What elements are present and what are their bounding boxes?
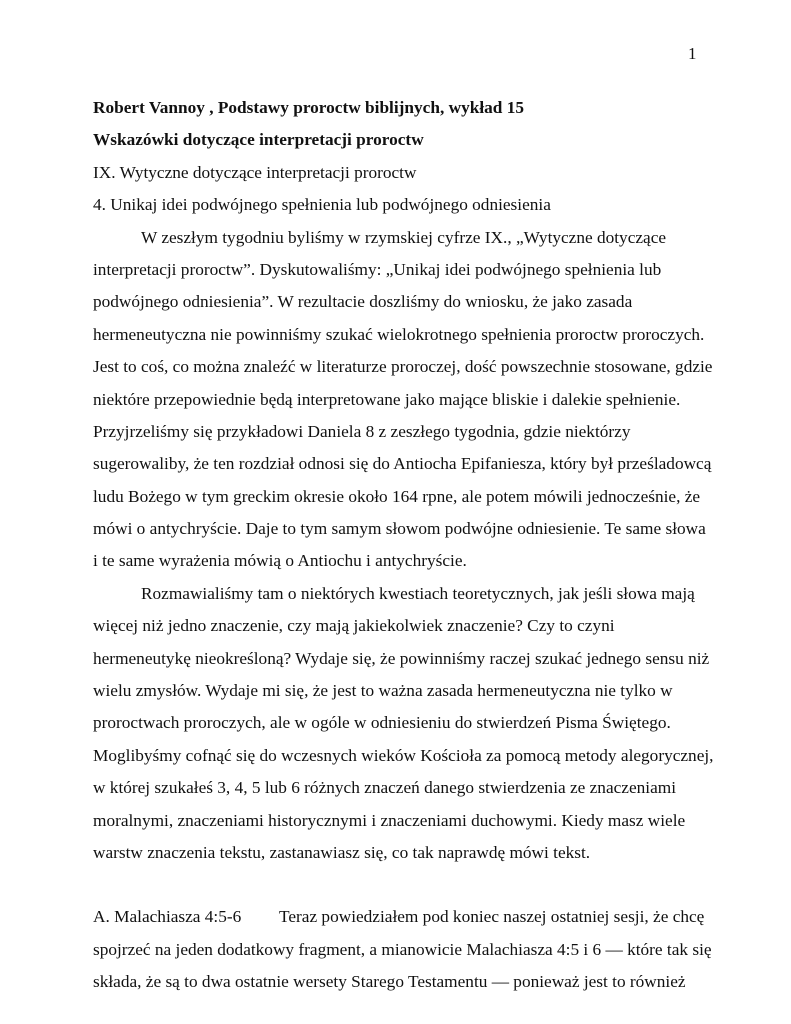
- paragraph-2: [93, 578, 714, 870]
- paragraph-line: więcej niż jedno znaczenie, czy mają jakiekolwiek znaczenie? Czy to czyni: [93, 616, 615, 636]
- paragraph-line: i te same wyrażenia mówią o Antiochu i antychryście.: [93, 551, 467, 571]
- paragraph-line: W zeszłym tygodniu byliśmy w rzymskiej cyfrze IX., „Wytyczne dotyczące: [141, 227, 667, 247]
- paragraph-line: Teraz powiedziałem pod koniec naszej ostatniej sesji, że chcę: [279, 907, 705, 927]
- paragraph-line: hermeneutyczna nie powinniśmy szukać wielokrotnego spełnienia proroctw proroczych.: [93, 324, 705, 344]
- paragraph-line: hermeneutykę nieokreśloną? Wydaje się, że powinniśmy raczej szukać jednego sensu niż: [93, 648, 710, 668]
- paragraph-line: ludu Bożego w tym greckim okresie około 164 rpne, ale potem mówili jednocześnie, że: [93, 486, 701, 506]
- paragraph-line: interpretacji proroctw”. Dyskutowaliśmy: „Unikaj idei podwójnego spełnienia lub: [93, 259, 662, 279]
- paragraph-line: proroctwach proroczych, ale w ogóle w odniesieniu do stwierdzeń Pisma Świętego.: [93, 713, 671, 733]
- paragraph-line: moralnymi, znaczeniami historycznymi i znaczeniami duchowymi. Kiedy masz wiele: [93, 810, 686, 830]
- paragraph-line: niektóre przepowiednie będą interpretowane jako mające bliskie i dalekie spełnienie.: [93, 389, 681, 409]
- section-a-label: A. Malachiasza 4:5-6: [93, 907, 242, 927]
- paragraph-line: spojrzeć na jeden dodatkowy fragment, a mianowicie Malachiasza 4:5 i 6 — które tak się: [93, 939, 712, 959]
- paragraph-1: [93, 222, 713, 578]
- subsection-heading: 4. Unikaj idei podwójnego spełnienia lub podwójnego odniesienia: [93, 195, 551, 215]
- section-heading: IX. Wytyczne dotyczące interpretacji proroctw: [93, 162, 417, 182]
- document-title: Robert Vannoy , Podstawy proroctw biblijnych, wykład 15: [93, 98, 524, 117]
- paragraph-line: Przyjrzeliśmy się przykładowi Daniela 8 z zeszłego tygodnia, gdzie niektórzy: [93, 421, 631, 441]
- section-a: [93, 901, 712, 998]
- document-subtitle: Wskazówki dotyczące interpretacji proroctw: [93, 130, 424, 150]
- page-number: 1: [688, 44, 697, 63]
- paragraph-line: Moglibyśmy cofnąć się do wczesnych wieków Kościoła za pomocą metody alegorycznej,: [93, 745, 714, 765]
- paragraph-line: sugerowaliby, że ten rozdział odnosi się do Antiocha Epifaniesza, który był prześladowcą: [93, 454, 712, 474]
- paragraph-line: składa, że są to dwa ostatnie wersety Starego Testamentu — ponieważ jest to również: [93, 972, 686, 992]
- paragraph-line: w której szukałeś 3, 4, 5 lub 6 różnych znaczeń danego stwierdzenia ze znaczeniami: [93, 778, 676, 798]
- paragraph-line: warstw znaczenia tekstu, zastanawiasz się, co tak naprawdę mówi tekst.: [93, 842, 591, 862]
- section-a-first-line: [93, 901, 703, 933]
- section-gap: [93, 869, 703, 901]
- document-body: [93, 92, 714, 999]
- paragraph-line: mówi o antychryście. Daje to tym samym słowom podwójne odniesienie. Te same słowa: [93, 519, 706, 539]
- paragraph-line: Rozmawialiśmy tam o niektórych kwestiach teoretycznych, jak jeśli słowa mają: [141, 583, 695, 603]
- paragraph-line: Jest to coś, co można znaleźć w literaturze proroczej, dość powszechnie stosowane, gdzie: [93, 357, 713, 377]
- paragraph-line: podwójnego odniesienia”. W rezultacie doszliśmy do wniosku, że jako zasada: [93, 292, 633, 312]
- paragraph-line: wielu zmysłów. Wydaje mi się, że jest to ważna zasada hermeneutyczna nie tylko w: [93, 681, 673, 701]
